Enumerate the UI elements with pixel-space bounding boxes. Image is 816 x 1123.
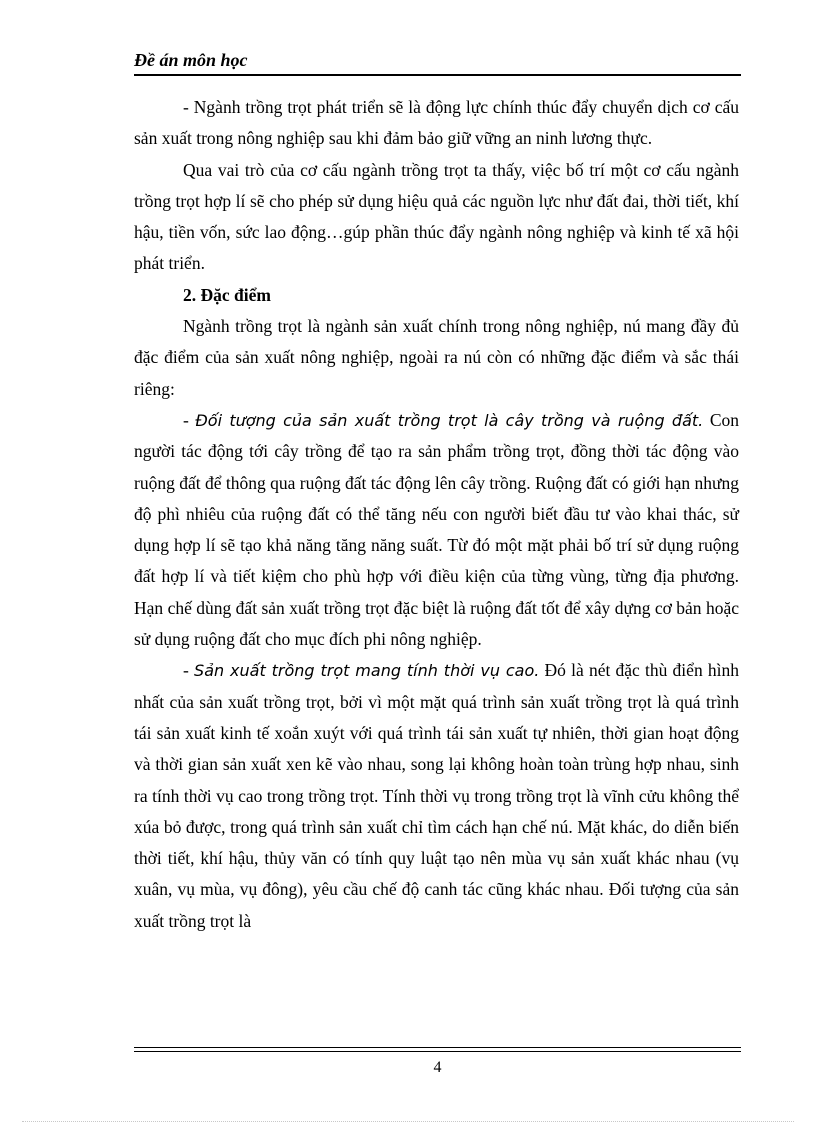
paragraph-seasonality [134,655,739,937]
paragraph-role-driver: - Ngành trồng trọt phát triển sẽ là động lực chính thúc đẩy chuyển dịch cơ cấu sản xuất trong nông nghiệp sau khi đảm bảo giữ vững an ninh lương thực. [134,97,739,149]
section-heading: 2. Đặc điểm [183,284,271,305]
bullet-prefix: - [183,409,196,430]
paragraph-structure-benefits: Qua vai trò của cơ cấu ngành trồng trọt ta thấy, việc bố trí một cơ cấu ngành trồng trọt hợp lí sẽ cho phép sử dụng hiệu quả các nguồn lực như đất đai, thời tiết, khí hậu, tiền vốn, sức lao động…gúp phần thúc đẩy ngành nông nghiệp và kinh tế xã hội phát triển. [134,159,739,274]
footer-divider [134,1047,741,1052]
paragraph-characteristics-intro: Ngành trồng trọt là ngành sản xuất chính trong nông nghiệp, nú mang đầy đủ đặc điểm của sản xuất nông nghiệp, ngoài ra nú còn có những đặc điểm và sắc thái riêng: [134,316,739,399]
emphasis-seasonality: Sản xuất trồng trọt mang tính thời vụ cao. [194,661,540,681]
paragraph-body: Đó là nét đặc thù điển hình nhất của sản xuất trồng trọt, bởi vì một mặt quá trình sản xuất trồng trọt là quá trình tái sản xuất kinh tế xoắn xuýt với quá trình tái sản xuất tự nhiên, thời gian hoạt động và thời gian sản xuất xen kẽ vào nhau, song lại không hoàn toàn trùng hợp nhau, sinh ra tính thời vụ cao trong trồng trọt. Tính thời vụ trong trồng trọt là vĩnh cửu không thể xúa bỏ được, trong quá trình sản xuất chỉ tìm cách hạn chế nú. Mặt khác, do diễn biến thời tiết, khí hậu, thủy văn có tính quy luật tạo nên mùa vụ sản xuất khác nhau (vụ xuân, vụ mùa, vụ đông), yêu cầu chế độ canh tác cũng khác nhau. Đối tượng của sản xuất trồng trọt là [134,660,739,931]
page-header [134,48,741,76]
paragraph-objects-of-production [134,405,739,655]
bullet-prefix: - [183,660,195,681]
emphasis-objects: Đối tượng của sản xuất trồng trọt là cây trồng và ruộng đất. [195,410,704,430]
page-number: 4 [433,1059,442,1076]
body-text [134,92,739,937]
header-title: Đề án môn học [134,50,248,70]
paragraph-body: Con người tác động tới cây trồng để tạo ra sản phẩm trồng trọt, đồng thời tác động vào ruộng đất để thông qua ruộng đất tác động lên cây trồng. Ruộng đất có giới hạn nhưng độ phì nhiêu của ruộng đất có thể tăng nếu con người biết đầu tư vào khai thác, sử dụng hợp lí sẽ tạo khả năng tăng năng suất. Từ đó một mặt phải bố trí sử dụng ruộng đất hợp lí và tiết kiệm cho phù hợp với điều kiện của từng vùng, từng địa phương. Hạn chế dùng đất sản xuất trồng trọt đặc biệt là ruộng đất tốt để xây dựng cơ bản hoặc sử dụng ruộng đất cho mục đích phi nông nghiệp. [134,409,739,650]
